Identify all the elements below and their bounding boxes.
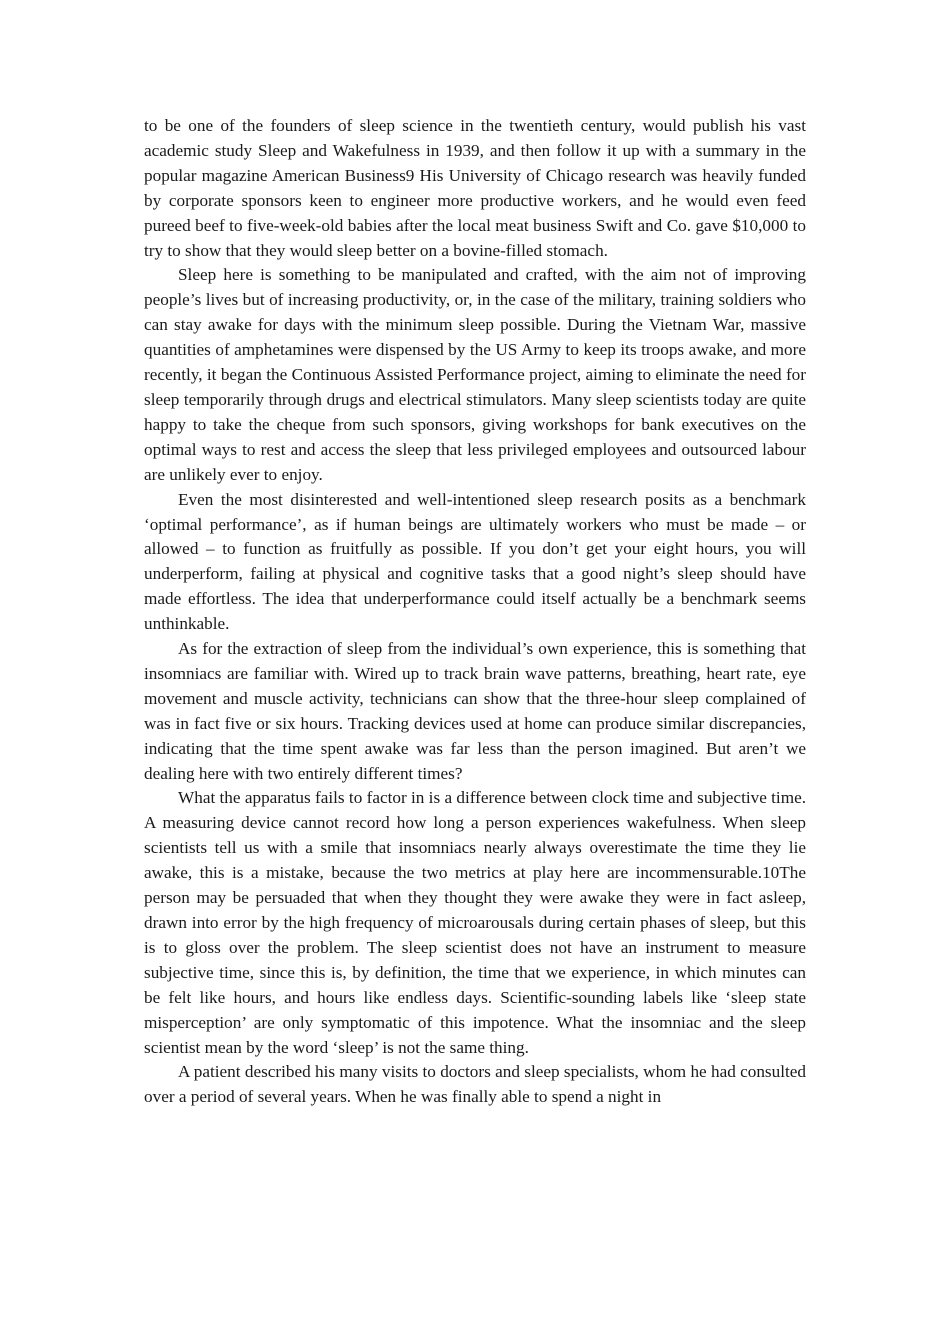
paragraph-4: As for the extraction of sleep from the individual’s own experience, this is something that insomniacs are familiar with. Wired up to track brain wave patterns, breathing, heart rate, eye movement and muscle activity, technicians can show that the three-hour sleep complained of was in fact five or six hours. Tracking devices used at home can produce similar discrepancies, indicating that the time spent awake was far less than the person imagined. But aren’t we dealing here with two entirely different times? [144,639,806,783]
paragraph-3: Even the most disinterested and well-intentioned sleep research posits as a benchmark ‘optimal performance’, as if human beings are ultimately workers who must be made – or allowed – to function as fruitfully as possible. If you don’t get your eight hours, you will underperform, failing at physical and cognitive tasks that a good night’s sleep should have made effortless. The idea that underperformance could itself actually be a benchmark seems unthinkable. [144,489,806,634]
document-page [144,114,806,1110]
paragraph-5: What the apparatus fails to factor in is a difference between clock time and subjective time. A measuring device cannot record how long a person experiences wakefulness. When sleep scientists tell us with a smile that insomniacs nearly always overestimate the time they lie awake, this is a mistake, because the two metrics at play here are incommensurable.10The person may be persuaded that when they thought they were awake they were in fact asleep, drawn into error by the high frequency of microarousals during certain phases of sleep, but this is to gloss over the problem. The sleep scientist does not have an instrument to measure subjective time, since this is, by definition, the time that we experience, in which minutes can be felt like hours, and hours like endless days. Scientific-sounding labels like ‘sleep state misperception’ are only symptomatic of this impotence. What the insomniac and the sleep scientist mean by the word ‘sleep’ is not the same thing. [144,788,806,1057]
paragraph-1: to be one of the founders of sleep science in the twentieth century, would publish his vast academic study Sleep and Wakefulness in 1939, and then follow it up with a summary in the popular magazine American Business9 His University of Chicago research was heavily funded by corporate sponsors keen to engineer more productive workers, and he would even feed pureed beef to five-week-old babies after the local meat business Swift and Co. gave $10,000 to try to show that they would sleep better on a bovine-filled stomach. [144,116,806,260]
paragraph-2: Sleep here is something to be manipulated and crafted, with the aim not of improving people’s lives but of increasing productivity, or, in the case of the military, training soldiers who can stay awake for days with the minimum sleep possible. During the Vietnam War, massive quantities of amphetamines were dispensed by the US Army to keep its troops awake, and more recently, it began the Continuous Assisted Performance project, aiming to eliminate the need for sleep temporarily through drugs and electrical stimulators. Many sleep scientists today are quite happy to take the cheque from such sponsors, giving workshops for bank executives on the optimal ways to rest and access the sleep that less privileged employees and outsourced labour are unlikely ever to enjoy. [144,265,806,484]
paragraph-6: A patient described his many visits to doctors and sleep specialists, whom he had consulted over a period of several years. When he was finally able to spend a night in [144,1062,806,1107]
